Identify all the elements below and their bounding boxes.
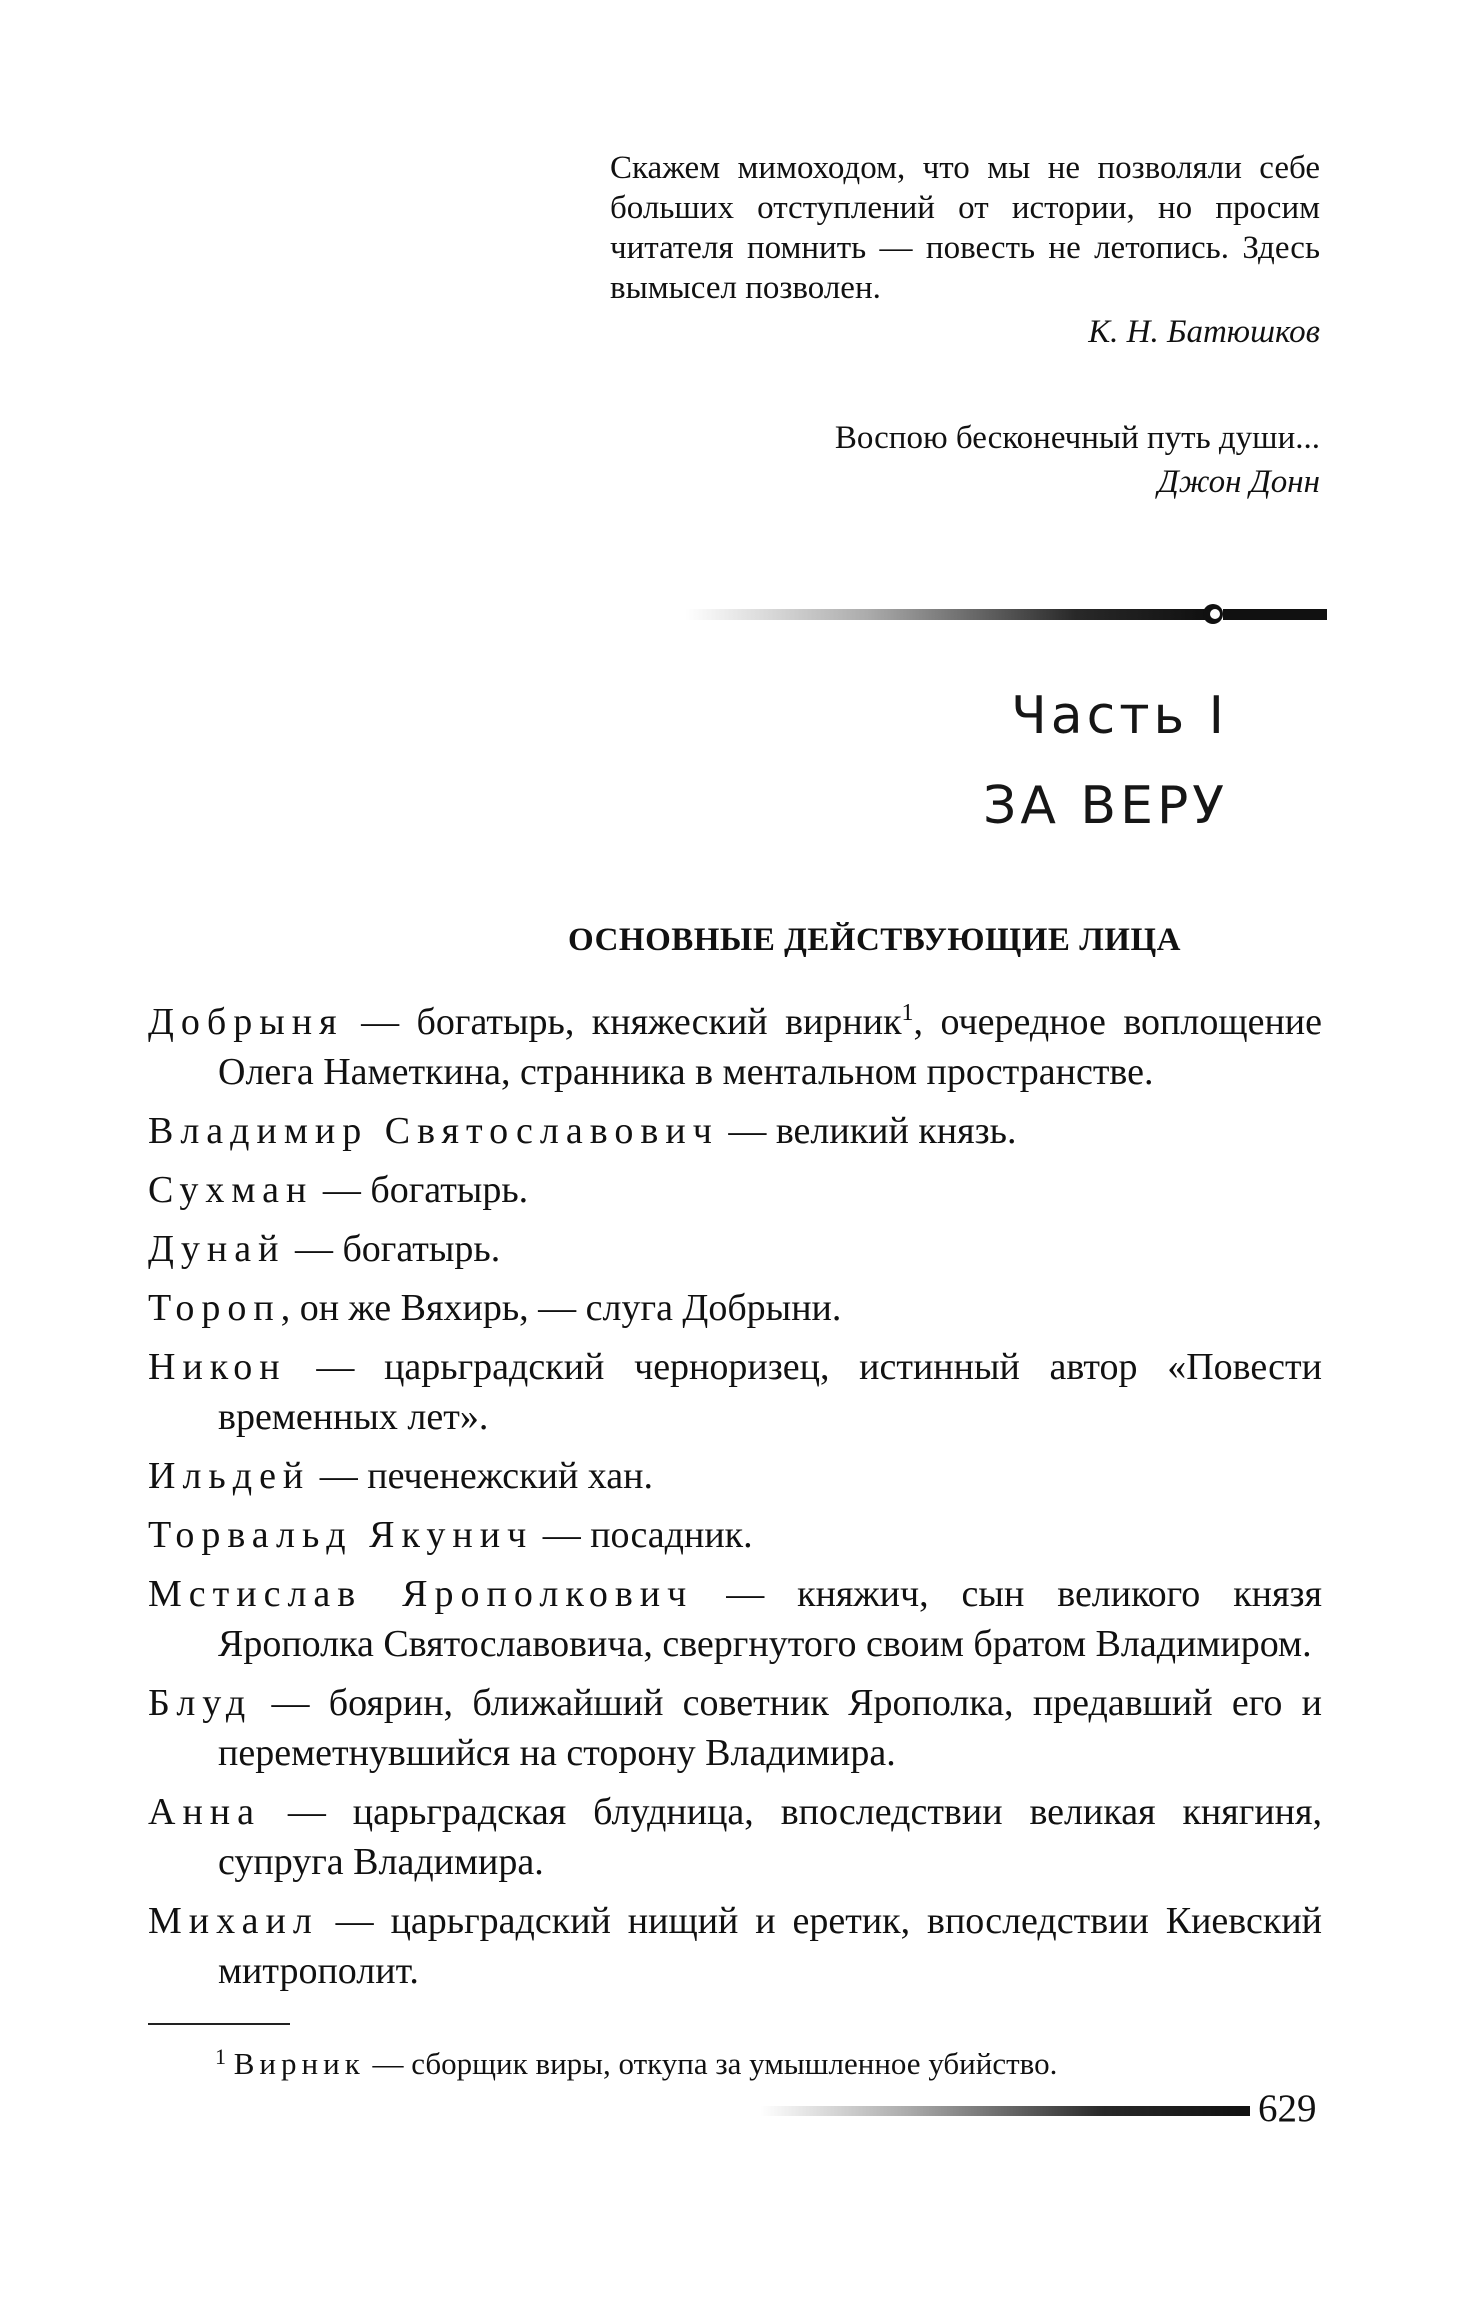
character-description: — печенежский хан.	[310, 1455, 653, 1497]
list-item	[148, 1510, 1322, 1560]
character-name: Добрыня	[148, 1001, 344, 1043]
list-item	[148, 997, 1322, 1097]
list-item	[148, 1342, 1322, 1442]
footnote-term: Вирник	[233, 2046, 365, 2081]
ornamental-rule-top	[685, 604, 1327, 626]
list-item	[148, 1224, 1322, 1274]
list-item	[148, 1106, 1322, 1156]
character-name: Сухман	[148, 1169, 314, 1211]
epigraph-author: Джон Донн	[1157, 464, 1320, 500]
list-item	[148, 1896, 1322, 1996]
character-description: — боярин, ближайший советник Ярополка, предавший его и переметнувшийся на сторону Владимира.	[218, 1682, 1322, 1774]
character-name: Владимир Святославович	[148, 1110, 719, 1152]
character-description: — великий князь.	[718, 1110, 1017, 1152]
character-description: — царьградский нищий и еретик, впоследствии Киевский митрополит.	[218, 1900, 1322, 1992]
character-name: Дунай	[148, 1228, 286, 1270]
footnote-reference: 1	[901, 1000, 914, 1026]
epigraph-author: К. Н. Батюшков	[1088, 314, 1320, 350]
list-item	[148, 1569, 1322, 1669]
footnote	[215, 2045, 1057, 2083]
footnote-divider	[148, 2023, 290, 2025]
character-description: — княжич, сын великого князя Ярополка Святославовича, свергнутого своим братом Владимиром.	[218, 1573, 1322, 1665]
character-name: Михаил	[148, 1900, 319, 1942]
character-name: Мстислав Ярополкович	[148, 1573, 694, 1615]
list-item	[148, 1451, 1322, 1501]
footnote-mark: 1	[215, 2044, 226, 2069]
ornamental-rule-bottom	[760, 2102, 1250, 2120]
character-name: Блуд	[148, 1682, 253, 1724]
character-description: — царьградская блудница, впоследствии великая княгиня, супруга Владимира.	[218, 1791, 1322, 1883]
character-name: Тороп	[148, 1287, 281, 1329]
character-description: — царьградский черноризец, истинный автор «Повести временных лет».	[218, 1346, 1322, 1438]
epigraph-batyushkov	[610, 148, 1320, 354]
epigraph-donne	[610, 418, 1320, 504]
character-name: Торвальд Якунич	[148, 1514, 534, 1556]
character-name: Ильдей	[148, 1455, 311, 1497]
cast-heading: ОСНОВНЫЕ ДЕЙСТВУЮЩИЕ ЛИЦА	[568, 922, 1181, 958]
footnote-text: — сборщик виры, откупа за умышленное убийство.	[364, 2046, 1058, 2081]
epigraph-text: Воспою бесконечный путь души...	[834, 420, 1320, 456]
list-item	[148, 1787, 1322, 1887]
character-description: — богатырь.	[285, 1228, 501, 1270]
part-title: ЗА ВЕРУ	[982, 776, 1228, 836]
page-number: 629	[1258, 2087, 1317, 2130]
list-item	[148, 1678, 1322, 1778]
character-description: — богатырь.	[313, 1169, 529, 1211]
character-description-continued: , очередное воплощение Олега Наметкина, странника в ментальном пространстве.	[218, 1001, 1322, 1093]
character-name: Анна	[148, 1791, 261, 1833]
character-description: — посадник.	[533, 1514, 753, 1556]
character-description: — богатырь, княжеский вирник	[343, 1001, 902, 1043]
character-description: , он же Вяхирь, — слуга Добрыни.	[280, 1287, 842, 1329]
part-label: Часть I	[1011, 686, 1228, 746]
cast-list	[148, 997, 1322, 2005]
list-item	[148, 1283, 1322, 1333]
list-item	[148, 1165, 1322, 1215]
epigraph-text: Скажем мимоходом, что мы не позволяли себе больших отступлений от истории, но просим читателя помнить — повесть не летопись. Здесь вымысел позволен.	[610, 150, 1320, 306]
character-name: Никон	[148, 1346, 287, 1388]
